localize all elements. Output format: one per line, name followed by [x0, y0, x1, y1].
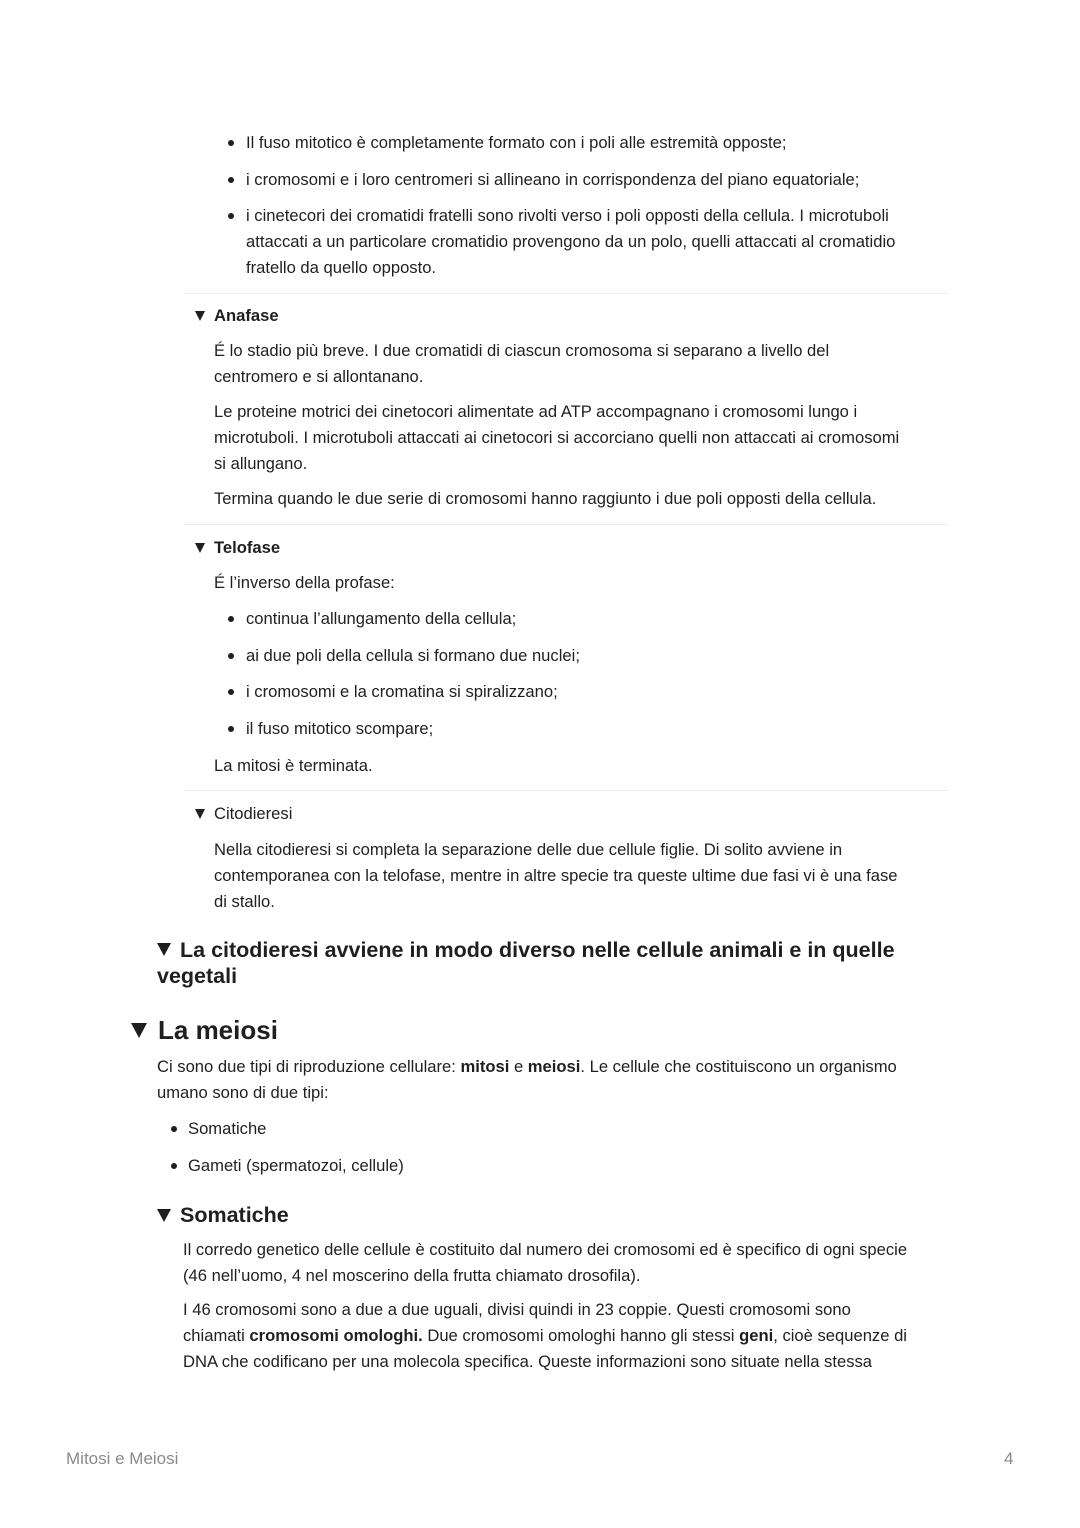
list-item: Somatiche — [188, 1119, 267, 1138]
paragraph-line — [183, 1326, 907, 1346]
toggle-triangle-icon[interactable] — [131, 1023, 147, 1038]
paragraph-line: Termina quando le due serie di cromosomi hanno raggiunto i due poli opposti della cellula. — [214, 489, 877, 508]
toggle-triangle-icon[interactable] — [157, 1209, 171, 1222]
bullet-icon — [228, 140, 234, 146]
bullet-icon — [171, 1163, 177, 1169]
bold-text: meiosi — [527, 1057, 581, 1076]
text: chiamati — [183, 1326, 250, 1345]
toggle-heading-citodieresi[interactable]: Citodieresi — [214, 804, 293, 823]
paragraph-line: microtuboli. I microtuboli attaccati ai cinetocori si accorciano quelli non attaccati ai cromosomi — [214, 428, 900, 447]
paragraph-line: É lo stadio più breve. I due cromatidi di ciascun cromosoma si separano a livello del — [214, 341, 830, 360]
bullet-icon — [228, 213, 234, 219]
list-item: il fuso mitotico scompare; — [246, 719, 434, 738]
paragraph: É l’inverso della profase: — [214, 573, 395, 592]
list-item: i cromosomi e i loro centromeri si allineano in corrispondenza del piano equatoriale; — [246, 170, 860, 189]
text: e — [509, 1057, 528, 1076]
list-item: continua l’allungamento della cellula; — [246, 609, 517, 628]
paragraph-line: di stallo. — [214, 892, 275, 911]
divider — [183, 293, 948, 294]
bullet-icon — [228, 726, 234, 732]
paragraph-line: DNA che codificano per una molecola specifica. Queste informazioni sono situate nella stessa — [183, 1352, 873, 1371]
text: Ci sono due tipi di riproduzione cellulare: — [157, 1057, 461, 1076]
paragraph-line: centromero e si allontanano. — [214, 367, 424, 386]
page-number: 4 — [1004, 1449, 1014, 1468]
list-item-line: fratello da quello opposto. — [246, 258, 437, 277]
bold-text: mitosi — [460, 1057, 510, 1076]
paragraph-line: umano sono di due tipi: — [157, 1083, 329, 1102]
bullet-icon — [228, 616, 234, 622]
list-item-line: attaccati a un particolare cromatidio provengono da un polo, quelli attaccati al cromatidio — [246, 232, 896, 251]
toggle-triangle-icon[interactable] — [195, 543, 205, 553]
paragraph-line: (46 nell’uomo, 4 nel moscerino della frutta chiamato drosofila). — [183, 1266, 641, 1285]
bold-text: cromosomi omologhi. — [249, 1326, 423, 1345]
bullet-icon — [228, 689, 234, 695]
paragraph-line: si allungano. — [214, 454, 308, 473]
footer-document-title: Mitosi e Meiosi — [66, 1449, 179, 1468]
text: . Le cellule che costituiscono un organismo — [580, 1057, 897, 1076]
heading-line: vegetali — [157, 964, 238, 988]
toggle-heading-citodieresi-differences[interactable]: La citodieresi avviene in modo diverso nelle cellule animali e in quelle — [180, 938, 895, 962]
paragraph-line — [157, 1057, 897, 1077]
divider — [183, 790, 948, 791]
list-item: i cromosomi e la cromatina si spiralizzano; — [246, 682, 558, 701]
text: , cioè sequenze di — [773, 1326, 907, 1345]
list-item: ai due poli della cellula si formano due nuclei; — [246, 646, 580, 665]
toggle-triangle-icon[interactable] — [195, 311, 205, 321]
bold-text: geni — [739, 1326, 774, 1345]
paragraph: La mitosi è terminata. — [214, 756, 373, 775]
toggle-heading-telofase[interactable]: Telofase — [214, 538, 281, 557]
paragraph-line: Le proteine motrici dei cinetocori alimentate ad ATP accompagnano i cromosomi lungo i — [214, 402, 858, 421]
toggle-triangle-icon[interactable] — [195, 809, 205, 819]
bullet-icon — [228, 177, 234, 183]
bullet-icon — [228, 653, 234, 659]
toggle-heading-somatiche[interactable]: Somatiche — [180, 1203, 289, 1227]
text: Due cromosomi omologhi hanno gli stessi — [422, 1326, 740, 1345]
toggle-heading-meiosi[interactable]: La meiosi — [158, 1015, 278, 1045]
toggle-heading-anafase[interactable]: Anafase — [214, 306, 279, 325]
divider — [183, 524, 948, 525]
paragraph-line: I 46 cromosomi sono a due a due uguali, divisi quindi in 23 coppie. Questi cromosomi sono — [183, 1300, 851, 1319]
list-item: i cinetecori dei cromatidi fratelli sono rivolti verso i poli opposti della cellula. I microtuboli — [246, 206, 889, 225]
list-item: Il fuso mitotico è completamente formato con i poli alle estremità opposte; — [246, 133, 787, 152]
bullet-icon — [171, 1126, 177, 1132]
paragraph-line: contemporanea con la telofase, mentre in altre specie tra queste ultime due fasi vi è una fase — [214, 866, 898, 885]
paragraph-line: Il corredo genetico delle cellule è costituito dal numero dei cromosomi ed è specifico di ogni specie — [183, 1240, 908, 1259]
paragraph-line: Nella citodieresi si completa la separazione delle due cellule figlie. Di solito avviene in — [214, 840, 843, 859]
toggle-triangle-icon[interactable] — [157, 943, 171, 956]
list-item: Gameti (spermatozoi, cellule) — [188, 1156, 404, 1175]
